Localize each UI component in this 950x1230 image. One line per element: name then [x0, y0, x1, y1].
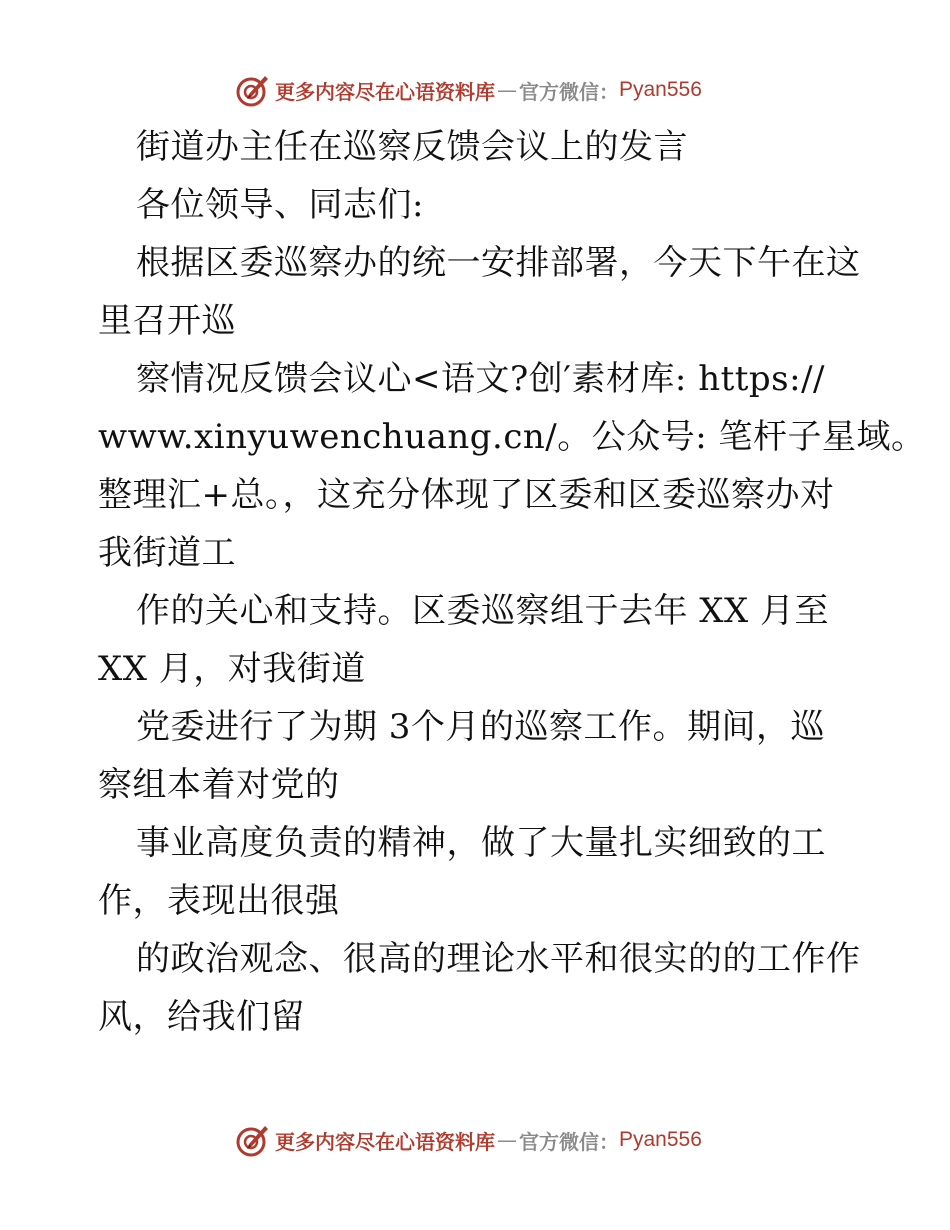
quill-circle-logo-icon	[235, 1122, 271, 1158]
document-body	[98, 118, 926, 1046]
footer-wechat-label: 官方微信：	[519, 1129, 619, 1154]
header-banner	[235, 70, 715, 110]
header-brand-text: 更多内容尽在心语资料库	[275, 79, 495, 104]
footer-banner	[235, 1120, 715, 1160]
paragraph-line: 作，表现出很强	[98, 881, 340, 921]
footer-brand-text: 更多内容尽在心语资料库	[275, 1129, 495, 1154]
paragraph-line: 作的关心和支持。区委巡察组于去年 XX 月至	[136, 591, 830, 631]
document-title: 街道办主任在巡察反馈会议上的发言	[136, 127, 688, 167]
paragraph-line: 事业高度负责的精神，做了大量扎实细致的工	[136, 823, 826, 863]
footer-separator: —	[497, 1128, 517, 1152]
paragraph-line: 的政治观念、很高的理论水平和很实的的工作作	[136, 939, 861, 979]
quill-circle-logo-icon	[235, 72, 271, 108]
paragraph-line: 察情况反馈会议心<语文?创′素材库: https://	[136, 359, 825, 399]
paragraph-line: 整理汇+总。，这充分体现了区委和区委巡察办对	[98, 475, 835, 515]
paragraph-line: www.xinyuwenchuang.cn/。公众号: 笔杆子星域。	[98, 417, 926, 457]
header-separator: —	[497, 78, 517, 102]
paragraph-line: 风，给我们留	[98, 997, 305, 1037]
paragraph-line: 党委进行了为期 3个月的巡察工作。期间，巡	[136, 707, 825, 747]
paragraph-line: 根据区委巡察办的统一安排部署，今天下午在这	[136, 243, 861, 283]
paragraph-line: 里召开巡	[98, 301, 236, 341]
footer-wechat-id: Pyan556	[619, 1128, 702, 1151]
paragraph-line: 察组本着对党的	[98, 765, 340, 805]
paragraph-line: 我街道工	[98, 533, 236, 573]
paragraph-line: XX 月，对我街道	[98, 649, 366, 689]
header-wechat-id: Pyan556	[619, 78, 702, 101]
header-wechat-label: 官方微信：	[519, 79, 619, 104]
salutation: 各位领导、同志们:	[136, 185, 424, 225]
